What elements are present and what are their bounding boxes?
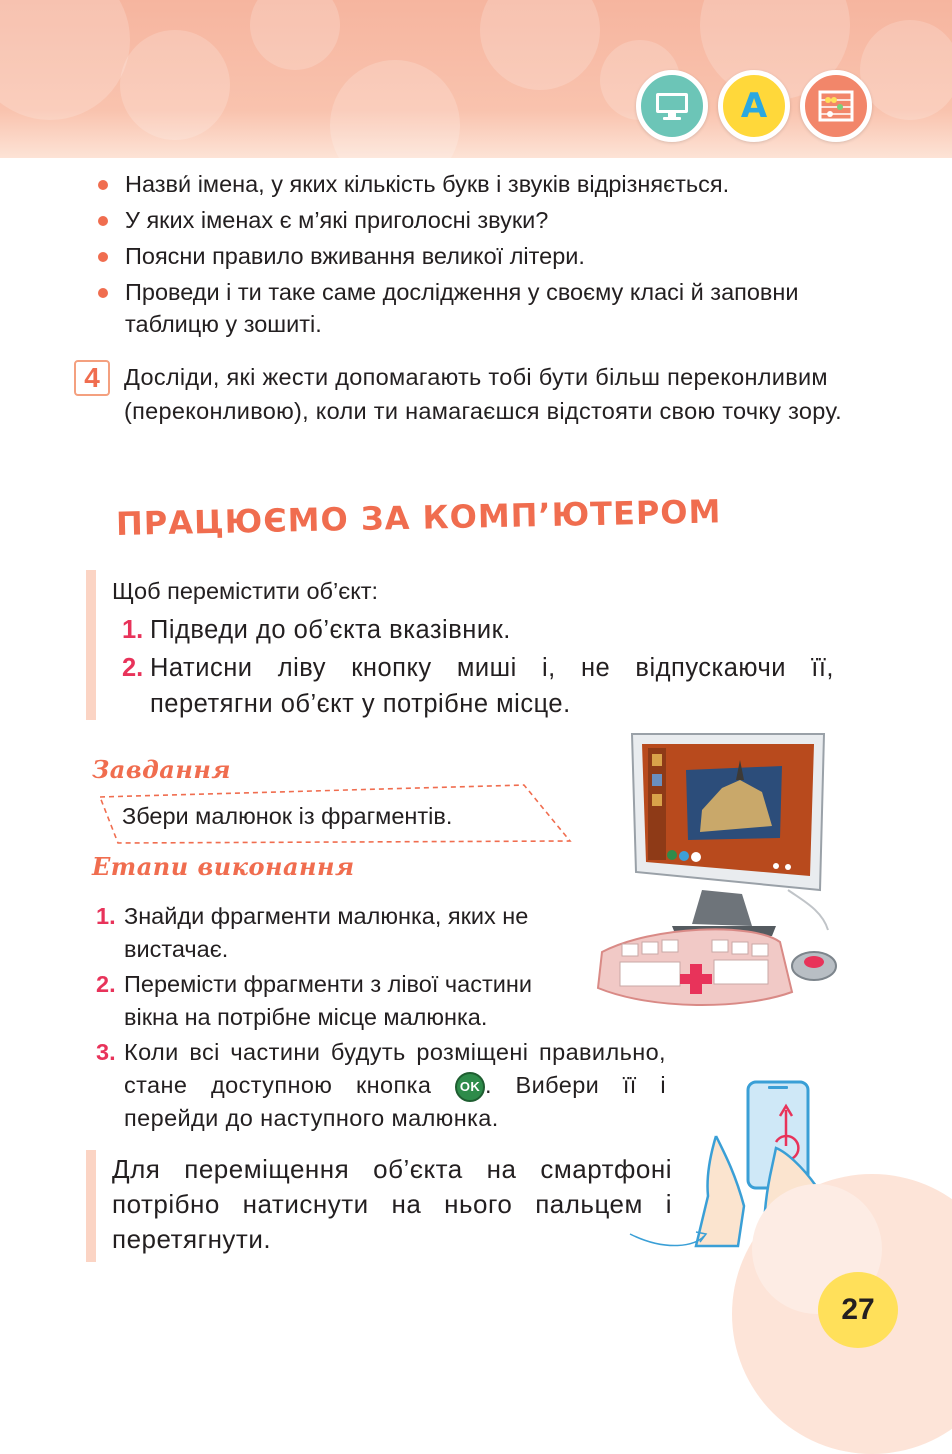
- stage-text-before: Коли всі частини будуть розміщені правильно, стане доступною кнопка: [124, 1039, 666, 1098]
- instruction-step: [122, 650, 834, 722]
- page-header-band: [0, 0, 952, 158]
- assignment-title: Завдання: [92, 755, 231, 784]
- move-object-instructions: [86, 570, 846, 720]
- smartphone-note-text: Для переміщення об’єкта на смартфоні потрібно натиснути на нього пальцем і перетягнути.: [112, 1154, 672, 1254]
- step-text: Підведи до об’єкта вказівник.: [150, 616, 511, 644]
- accent-bar: [86, 570, 96, 720]
- step-text: Натисни ліву кнопку миші і, не відпускаючи її, перетягни об’єкт у потрібне місце.: [150, 654, 834, 718]
- subject-icons: [636, 70, 872, 142]
- task-4: [74, 360, 854, 428]
- question-item: Назви́ імена, у яких кількість букв і звуків відрізняється.: [96, 168, 866, 200]
- letter-a-label: A: [740, 86, 768, 126]
- computer-illustration: [592, 730, 842, 1020]
- page-number: 27: [818, 1272, 898, 1348]
- ok-button-icon: OK: [455, 1072, 485, 1102]
- step-number: 1.: [122, 616, 144, 644]
- stage-text: Перемісти фрагменти з лівої частини вікна на потрібне місце малюнка.: [124, 971, 532, 1030]
- question-item: У яких іменах є м’які приголосні звуки?: [96, 204, 866, 236]
- section-title: ПРАЦЮЄМО ЗА КОМП’ЮТЕРОМ: [115, 492, 722, 543]
- instruction-step: [122, 612, 834, 648]
- instructions-intro: Щоб перемістити об’єкт:: [112, 578, 379, 604]
- step-number: 2.: [122, 654, 144, 682]
- smartphone-note: [86, 1150, 676, 1262]
- stage-number: 2.: [96, 971, 116, 997]
- instruction-steps: [122, 612, 834, 724]
- assignment-box: [96, 783, 572, 845]
- stage-text: Знайди фрагменти малюнка, яких не вистачає.: [124, 903, 529, 962]
- accent-bar: [86, 1150, 96, 1262]
- stage-item: [96, 968, 566, 1034]
- monitor-icon: [636, 70, 708, 142]
- letter-a-icon: [718, 70, 790, 142]
- stages-title: Етапи виконання: [92, 852, 355, 881]
- task-4-text: Досліди, які жести допомагають тобі бути більш переконливим (переконливою), коли ти намагаєшся відстояти свою точку зору.: [124, 364, 842, 424]
- question-item: Поясни правило вживання великої літери.: [96, 240, 866, 272]
- question-item: Проведи і ти таке саме дослідження у своєму класі й заповни таблицю у зошиті.: [96, 276, 866, 340]
- stage-number: 3.: [96, 1039, 116, 1065]
- stage-text: [124, 1036, 666, 1135]
- stage-number: 1.: [96, 903, 116, 929]
- task-number-badge: 4: [74, 360, 110, 396]
- abacus-icon: [800, 70, 872, 142]
- stages-list: [96, 900, 666, 1137]
- stage-text-after: . Вибери її і перейди до наступного малюнка.: [124, 1072, 666, 1131]
- stage-item: [96, 900, 566, 966]
- question-list: [96, 168, 866, 344]
- assignment-text: Збери малюнок із фрагментів.: [122, 803, 453, 829]
- stage-item: [96, 1036, 666, 1135]
